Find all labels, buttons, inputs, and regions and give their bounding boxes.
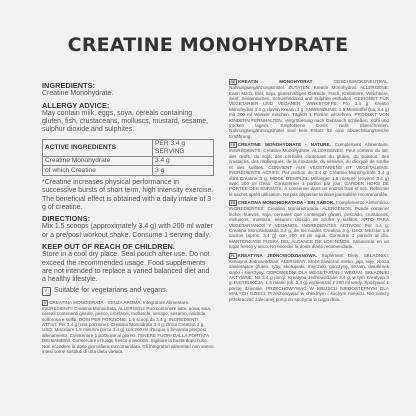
table-row bbox=[43, 166, 214, 176]
creatine-claim: *Creatine increases physical performance in successive bursts of short term, high intensity exercise. The beneficial effect is obtained with a daily intake of 3 g of creatine. bbox=[42, 178, 214, 211]
polish-section bbox=[229, 253, 389, 302]
allergy-heading: ALLERGY ADVICE: bbox=[42, 100, 110, 110]
section-lead: CREATINA MONOHIDRATADA - SIN SABOR. bbox=[237, 200, 335, 206]
table-cell: 3.4 g bbox=[153, 156, 214, 166]
storage-text: Store in a cool dry place. Seal pouch after use. Do not exceed the recommended usage. Food supplements are not intended to replace a varied balanced diet and a healthy lifestyle. bbox=[42, 251, 210, 284]
section-lead: KREATYNA JEDNOWODZIANOWA. bbox=[237, 252, 318, 258]
table-cell: of which Creatine bbox=[43, 166, 153, 176]
section-lead: CREATINE MONOHYDRATE - NATURE. bbox=[237, 142, 331, 148]
table-cell: 3 g bbox=[153, 166, 214, 176]
language-flag-de: DE bbox=[230, 80, 236, 84]
section-text: Suplement Diety. SKŁADNIKI: Kreatyna Jednowodzian. ALERGENY: Może zawierać mleko, jaja, soję, zboża zawierające gluten, ryby, skorupiaki, mięczaki, gorczycę, sezam, dwutlenek siarki i siarczyny. ODPOWIEDNI DLA WEGETARIAN I WEGAN. SKŁADNIKI AKTYWNE: Na 3.4 g porcji: Kreatyna Jednowodzian 3.4 g, w tym Kreatyna 3 g. INSTRUKCJA: 1.5 miarki (ok. 3.4 g) wymieszać z 200 ml wody. Spożywać 1 porcję dziennie. PRZECHOWYWAĆ W MIEJSCU NIEDOSTĘPNYM DLA MAŁYCH DZIECI. Przechowywać w chłodnym i suchym miejscu. Nie należy przekraczać zalecanej porcji do spożycia w ciągu dnia. bbox=[229, 252, 389, 302]
french-section bbox=[229, 142, 389, 197]
active-ingredients-table bbox=[42, 139, 214, 176]
ingredients-text: Creatine Monohydrate. bbox=[42, 90, 114, 98]
spanish-section bbox=[229, 200, 389, 249]
keep-out-heading: KEEP OUT OF REACH OF CHILDREN. bbox=[42, 242, 175, 252]
vegan-note-text: Suitable for vegetarians and vegans. bbox=[54, 286, 168, 294]
directions-text: Mix 1.5 scoops (approximately 3.4 g) with 200 ml water or a pre/post workout shake. Consume 1 serving daily. bbox=[42, 223, 213, 239]
language-flag-fr: FR bbox=[230, 143, 236, 148]
table-header-cell: PER 3.4 g SERVING bbox=[153, 139, 214, 156]
german-section bbox=[229, 79, 389, 139]
allergy-text: May contain milk, eggs, soya, cereals containing gluten, fish, crustaceans, molluscs, mustard, sesame, sulphur dioxide and sulphites. bbox=[42, 109, 209, 134]
section-lead: KREATIN MONOHYDRAT bbox=[238, 79, 313, 84]
ingredients-heading: INGREDIENTS: bbox=[42, 81, 95, 90]
language-flag-it: IT bbox=[43, 300, 47, 305]
section-text: Complément Alimentaire. INGRÉDIENTS: Créatine Monohydrate. ALLERGÈNES: Peut contenir du lait, des œufs, du soja, des céréales contenant du gluten, du poisson, des crustacés, des mollusques, de la moutarde, du sésame, du dioxyde de soufre et des sulfites. CONVIENT AUX VÉGÉTARIENS ET VÉGÉTALIENS. INGRÉDIENTS ACTIFS: Par portion de 3.4 g: Créatine Monohydrate 3.4 g dont Créatine 3 g. MODE D'EMPLOI: Mélanger 1.5 mesure (environ 3.4 g) avec 200 ml d'eau. Consommer 1 portion par jour. GARDER HORS DE PORTÉE DES ENFANTS. À conserver dans un endroit frais et sec. Refermer le sachet après utilisation. Ne pas dépasser la dose journalière recommandée. bbox=[229, 142, 389, 197]
table-cell: Creatine Monohydrate bbox=[43, 156, 153, 166]
table-header-cell: ACTIVE INGREDIENTS bbox=[43, 139, 153, 156]
english-label bbox=[42, 79, 214, 354]
section-text: Complemento Alimenticio. INGREDIENTES: Creatina Monohidratada. ALERGENOS: Puede contener leche, huevos, soja, cereales que contengan gluten, pescado, crustáceos, moluscos, mostaza, sésamo, dióxido de azufre y sulfitos. APTO PARA VEGETARIANOS Y VEGANOS. INGREDIENTES ACTIVOS: Por 3.4 g: Creatina Monohidratada 3.4 g, de los cuales Creatina 3 g. USO: Mezclar 1.5 cacitos (aprox. 3.4 g) con 200 ml de agua. Consumir 1 porción al día. MANTENGASE FUERA DEL ALCANCE DE LOS NIÑOS. Almacenar en un lugar fresco y seco. No exceder la dosis diaria recomendada. bbox=[229, 200, 390, 250]
table-header-row bbox=[43, 139, 214, 156]
table-row bbox=[43, 156, 214, 166]
italian-text: CREATINA MONOIDRATA - SENZA AROMA. Integratore Alimentare. INGREDIENTI: Creatina Monoidrata. ALLERGENI: Può contenere latte, uova, soia, cereali contenenti glutine, pesce, crostacei, molluschi, senape, sesamo, anidride solforosa e solfiti. DOSI PER PORZIONE: 1.5 scoop da 3.4 g. INGREDIENTI ATTIVI: Per 3.4 g (una porzione): Creatina Monoidrata 3.4 g, di cui Creatina 3 g. USO: Miscelare 1.5 misurini (circa 3.4 g) con 200 ml d'acqua o bevanda pre/post allenamento. Consumare 1 porzione al giorno. TENERE FUORI DALLA PORTATA DEI BAMBINI. Conservare in luogo fresco e asciutto. Sigillare la busta dopo l'uso. Non eccedere la dose giornaliera raccomandata. Gli integratori alimentari non vanno intesi come sostituti di una dieta variata. bbox=[42, 299, 214, 354]
vegan-note bbox=[42, 287, 214, 296]
product-title: CREATINE MONOHYDRATE bbox=[67, 34, 349, 56]
section-text: GESCHMACKSNEUTRAL. Nahrungsergänzungsmittel. ZUTATEN: Kreatin Monohydrat. ALLERGENE: Kann Milch, Eier, Soja, glutenhaltiges Getreide, Fisch, Krebstiere, Weichtiere, Senf, Sesamsamen, Schwefeldioxid und Sulphite enthalten. GEEIGNET FÜR VEGETARIER UND VEGANER. WIRKSTOFFE: Pro 3.4 g: Kreatin Monohydrat 3.4 g, davon Kreatin 3 g. ANWENDUNG: 1.5 Messlöffel (ca. 3.4 g) mit 200 ml Wasser mischen. Täglich 1 Portion verzehren. PRODUKT VON KINDERN FERNHALTEN. Vergrößerung nach Gebrauch schließen. Kühl und trocken lagern. Empfohlene Dosis nicht überschreiten. Nahrungsergänzungsmittel sind kein Ersatz für eine abwechslungsreiche Ernährung. bbox=[229, 79, 390, 139]
multilingual-label bbox=[229, 79, 389, 305]
language-flag-es: ES bbox=[230, 201, 236, 206]
language-flag-pl: PL bbox=[230, 253, 236, 258]
italian-section bbox=[42, 300, 214, 355]
leaf-icon: ✓ bbox=[42, 287, 51, 296]
directions-heading: DIRECTIONS: bbox=[42, 214, 91, 224]
